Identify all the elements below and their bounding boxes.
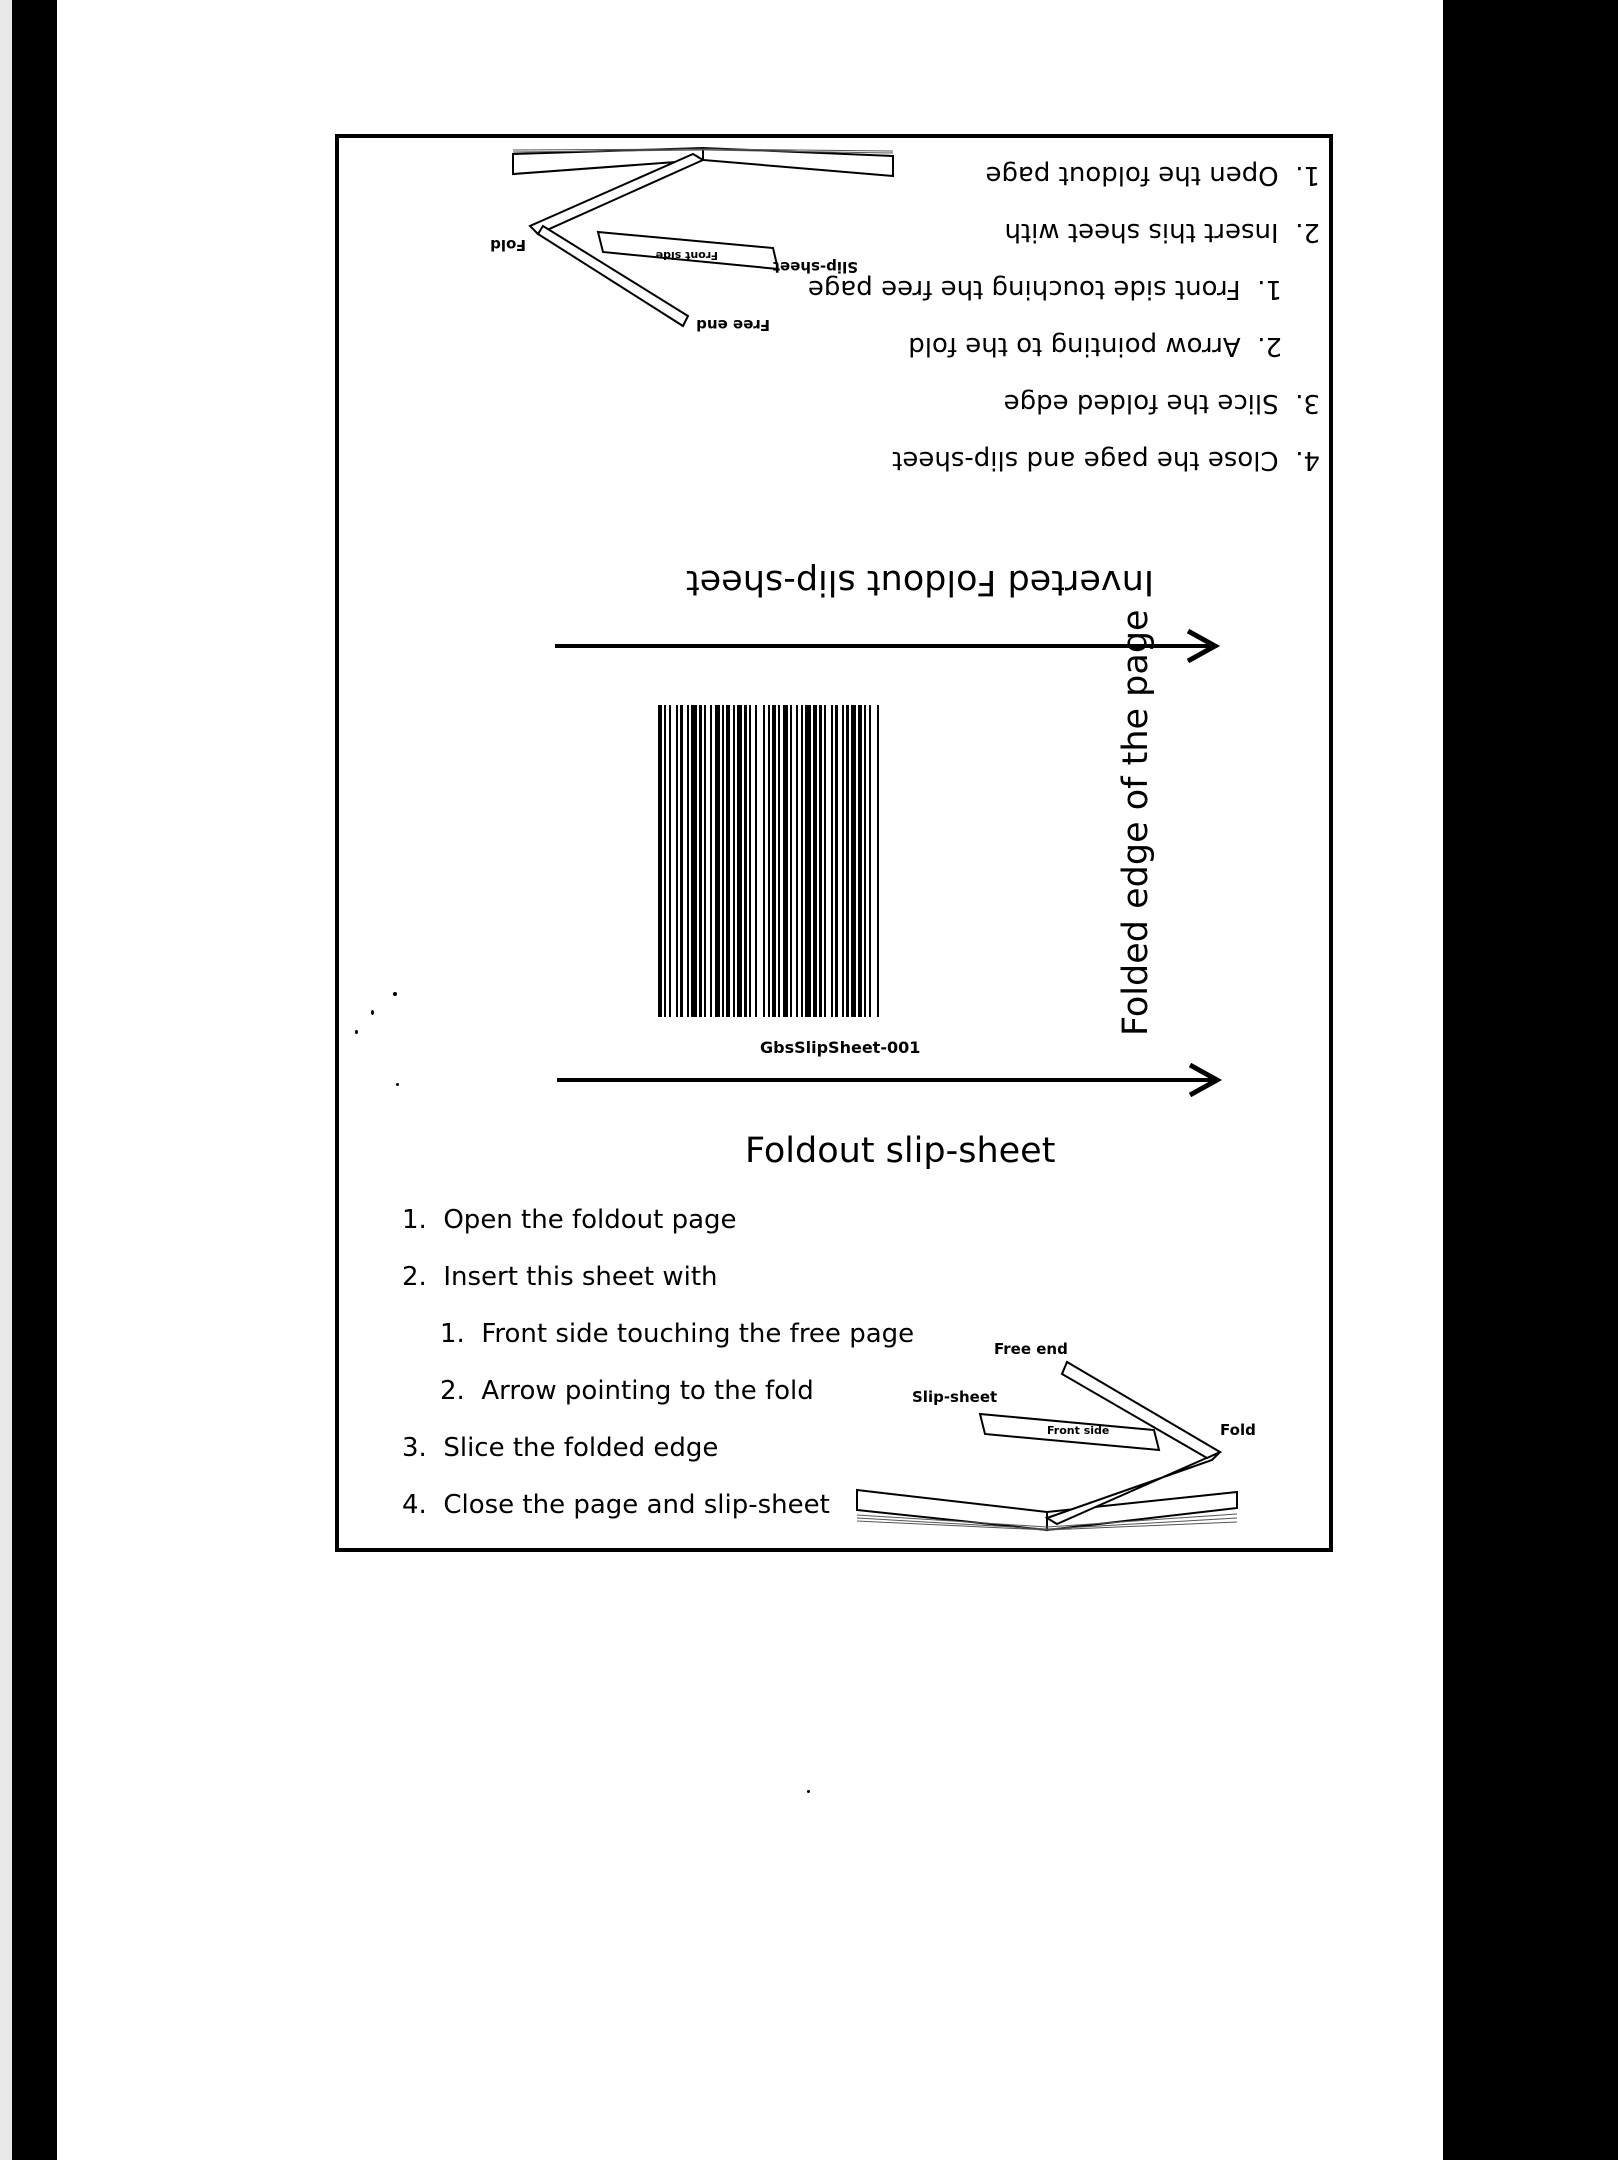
scan-speck	[807, 1790, 810, 1793]
diagram-fold: Fold	[1220, 1421, 1256, 1439]
scan-left-edge	[0, 0, 57, 2160]
fold-diagram	[852, 1334, 1256, 1530]
diagram-slip-sheet: Slip-sheet	[912, 1388, 998, 1406]
barcode-bar	[687, 705, 689, 1017]
inverted-title: Inverted Foldout slip-sheet	[686, 562, 1155, 602]
barcode-bar	[664, 705, 666, 1017]
barcode-bar	[801, 705, 803, 1017]
barcode	[658, 705, 1140, 1017]
barcode-label: GbsSlipSheet-001	[760, 1038, 921, 1057]
scan-speck	[393, 992, 397, 996]
scan-speck	[396, 1083, 399, 1086]
barcode-bar	[715, 705, 720, 1017]
barcode-bar	[864, 705, 866, 1017]
barcode-bar	[722, 705, 724, 1017]
inverted-substep-1: 1. Front side touching the free page	[807, 274, 1282, 304]
barcode-bar	[710, 705, 712, 1017]
barcode-bar	[796, 705, 798, 1017]
barcode-bar	[669, 705, 671, 1017]
scan-speck	[355, 1030, 358, 1034]
inverted-substep-2: 2. Arrow pointing to the fold	[908, 331, 1282, 361]
bottom-arrow	[555, 1062, 1225, 1098]
barcode-bar	[846, 705, 849, 1017]
barcode-bar	[733, 705, 735, 1017]
inverted-step-3: 3. Slice the folded edge	[1003, 388, 1320, 418]
barcode-bar	[783, 705, 788, 1017]
barcode-bar	[835, 705, 838, 1017]
inverted-fold-diagram	[490, 148, 898, 344]
barcode-bar	[858, 705, 862, 1017]
barcode-bar	[737, 705, 742, 1017]
inverted-diagram-front-side: Front side	[655, 249, 718, 262]
barcode-bar	[824, 705, 826, 1017]
step-4: 4. Close the page and slip-sheet	[402, 1490, 830, 1520]
barcode-bar	[680, 705, 683, 1017]
barcode-bar	[676, 705, 678, 1017]
step-2: 2. Insert this sheet with	[402, 1262, 718, 1292]
inverted-diagram-free-end: Free end	[696, 316, 770, 334]
step-3: 3. Slice the folded edge	[402, 1433, 719, 1463]
scan-speck	[371, 1010, 374, 1015]
barcode-bar	[768, 705, 770, 1017]
barcode-bar	[851, 705, 856, 1017]
barcode-bar	[744, 705, 747, 1017]
barcode-bar	[877, 705, 879, 1017]
barcode-bar	[805, 705, 811, 1017]
scan-right-edge	[1443, 0, 1618, 2160]
substep-1: 1. Front side touching the free page	[440, 1319, 915, 1349]
inverted-diagram-fold: Fold	[490, 236, 526, 254]
barcode-bar	[869, 705, 871, 1017]
barcode-bar	[755, 705, 757, 1017]
barcode-bar	[658, 705, 662, 1017]
barcode-bar	[842, 705, 844, 1017]
inverted-step-1: 1. Open the foldout page	[985, 160, 1320, 190]
diagram-free-end: Free end	[994, 1340, 1068, 1358]
inverted-step-4: 4. Close the page and slip-sheet	[892, 445, 1320, 475]
barcode-bar	[772, 705, 776, 1017]
barcode-bar	[699, 705, 702, 1017]
substep-2: 2. Arrow pointing to the fold	[440, 1376, 814, 1406]
barcode-bar	[726, 705, 730, 1017]
page-title: Foldout slip-sheet	[745, 1131, 1056, 1171]
barcode-bar	[790, 705, 792, 1017]
barcode-bar	[813, 705, 817, 1017]
step-1: 1. Open the foldout page	[402, 1205, 737, 1235]
barcode-bar	[763, 705, 765, 1017]
inverted-diagram-slip-sheet: Slip-sheet	[772, 258, 858, 276]
barcode-bar	[704, 705, 706, 1017]
barcode-bar	[819, 705, 822, 1017]
barcode-bar	[831, 705, 833, 1017]
barcode-bar	[778, 705, 780, 1017]
diagram-front-side: Front side	[1047, 1424, 1110, 1437]
barcode-bar	[691, 705, 697, 1017]
inverted-step-2: 2. Insert this sheet with	[1004, 217, 1320, 247]
barcode-bar	[749, 705, 751, 1017]
folded-edge-label: Folded edge of the page	[1116, 609, 1156, 1036]
